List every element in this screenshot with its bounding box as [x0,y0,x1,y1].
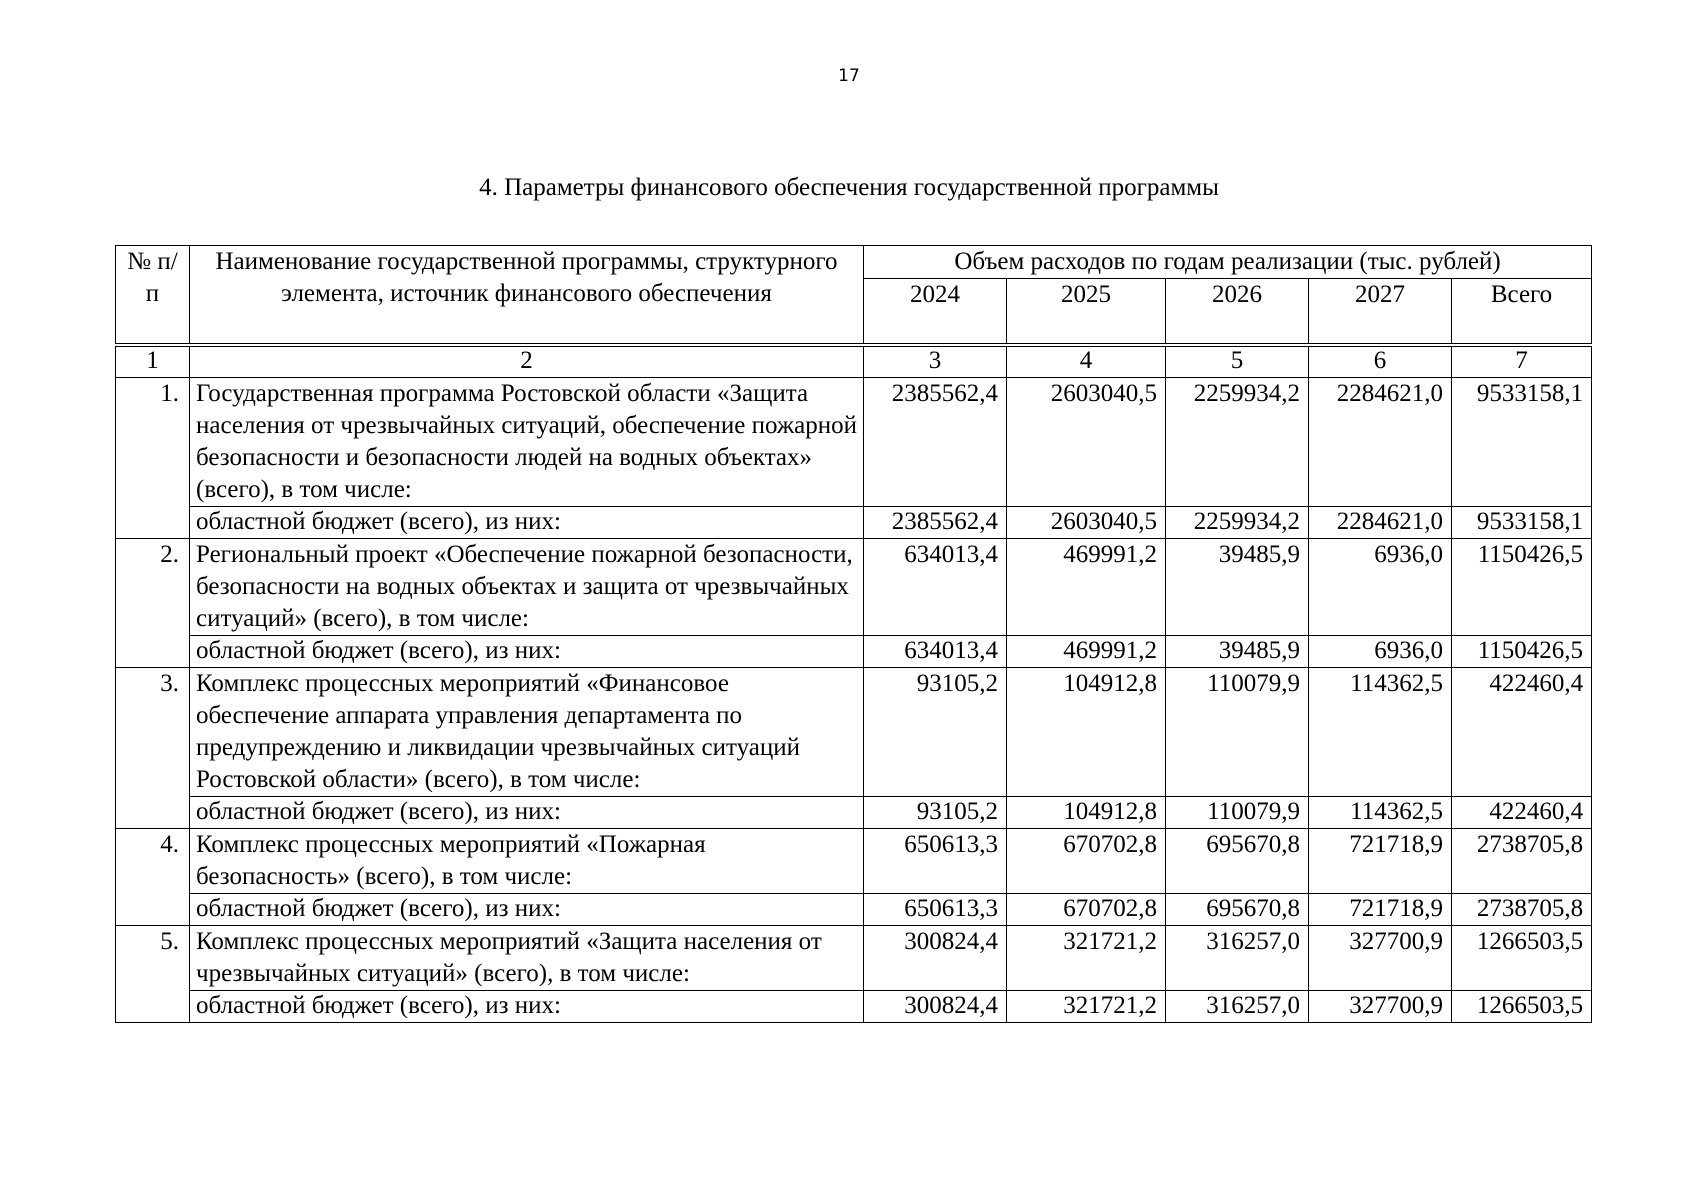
amount-cell: 2385562,4 [864,378,1007,507]
row-number: 1. [116,378,190,539]
amount-cell: 321721,2 [1007,926,1166,991]
amount-cell: 110079,9 [1166,797,1309,829]
amount-cell: 2259934,2 [1166,378,1309,507]
amount-cell: 721718,9 [1309,894,1452,926]
amount-cell: 670702,8 [1007,829,1166,894]
amount-cell: 650613,3 [864,829,1007,894]
amount-cell: 104912,8 [1007,668,1166,797]
table-row [116,539,1592,636]
amount-cell: 2284621,0 [1309,507,1452,539]
financing-table [115,245,1592,1023]
amount-cell: 39485,9 [1166,636,1309,668]
amount-cell: 327700,9 [1309,926,1452,991]
amount-cell: 93105,2 [864,797,1007,829]
amount-cell: 2385562,4 [864,507,1007,539]
amount-cell: 6936,0 [1309,539,1452,636]
table-subrow [116,894,1592,926]
amount-cell: 6936,0 [1309,636,1452,668]
header-year-2027: 2027 [1309,279,1452,346]
subrow-name: областной бюджет (всего), из них: [190,991,864,1023]
header-no: № п/п [116,246,190,346]
subrow-name: областной бюджет (всего), из них: [190,636,864,668]
amount-cell: 695670,8 [1166,829,1309,894]
amount-cell: 300824,4 [864,991,1007,1023]
amount-cell: 316257,0 [1166,991,1309,1023]
table-row [116,829,1592,894]
table-subrow [116,507,1592,539]
page-number: 17 [838,66,860,86]
amount-cell: 469991,2 [1007,636,1166,668]
amount-cell: 1150426,5 [1452,539,1592,636]
header-year-2025: 2025 [1007,279,1166,346]
amount-cell: 93105,2 [864,668,1007,797]
header-year-2026: 2026 [1166,279,1309,346]
amount-cell: 2738705,8 [1452,894,1592,926]
amount-cell: 670702,8 [1007,894,1166,926]
amount-cell: 114362,5 [1309,668,1452,797]
table-row [116,378,1592,507]
amount-cell: 422460,4 [1452,668,1592,797]
amount-cell: 9533158,1 [1452,507,1592,539]
row-name: Государственная программа Ростовской области «Защита населения от чрезвычайных ситуаций, обеспечение пожарной безопасности и безопасности людей на водных объектах» (всего), в том числе: [190,378,864,507]
column-number: 2 [190,345,864,378]
amount-cell: 2603040,5 [1007,378,1166,507]
amount-cell: 634013,4 [864,636,1007,668]
header-total: Всего [1452,279,1592,346]
subrow-name: областной бюджет (всего), из них: [190,797,864,829]
table-subrow [116,636,1592,668]
row-number: 2. [116,539,190,668]
amount-cell: 104912,8 [1007,797,1166,829]
column-number: 4 [1007,345,1166,378]
row-name: Комплекс процессных мероприятий «Пожарная безопасность» (всего), в том числе: [190,829,864,894]
amount-cell: 316257,0 [1166,926,1309,991]
subrow-name: областной бюджет (всего), из них: [190,894,864,926]
amount-cell: 1150426,5 [1452,636,1592,668]
amount-cell: 300824,4 [864,926,1007,991]
header-expense-group: Объем расходов по годам реализации (тыс. рублей) [864,246,1592,279]
table-subrow [116,797,1592,829]
amount-cell: 2738705,8 [1452,829,1592,894]
subrow-name: областной бюджет (всего), из них: [190,507,864,539]
amount-cell: 1266503,5 [1452,991,1592,1023]
header-name: Наименование государственной программы, структурного элемента, источник финансового обеспечения [190,246,864,346]
row-number: 5. [116,926,190,1023]
column-number: 3 [864,345,1007,378]
row-number: 3. [116,668,190,829]
amount-cell: 321721,2 [1007,991,1166,1023]
amount-cell: 1266503,5 [1452,926,1592,991]
amount-cell: 2284621,0 [1309,378,1452,507]
section-title: 4. Параметры финансового обеспечения государственной программы [479,174,1219,201]
table-row [116,926,1592,991]
amount-cell: 721718,9 [1309,829,1452,894]
row-name: Комплекс процессных мероприятий «Финансовое обеспечение аппарата управления департамента по предупреждению и ликвидации чрезвычайных ситуаций Ростовской области» (всего), в том числе: [190,668,864,797]
row-number: 4. [116,829,190,926]
column-number: 6 [1309,345,1452,378]
column-number: 1 [116,345,190,378]
amount-cell: 114362,5 [1309,797,1452,829]
amount-cell: 110079,9 [1166,668,1309,797]
amount-cell: 9533158,1 [1452,378,1592,507]
amount-cell: 650613,3 [864,894,1007,926]
amount-cell: 2259934,2 [1166,507,1309,539]
row-name: Комплекс процессных мероприятий «Защита населения от чрезвычайных ситуаций» (всего), в том числе: [190,926,864,991]
amount-cell: 327700,9 [1309,991,1452,1023]
amount-cell: 695670,8 [1166,894,1309,926]
amount-cell: 39485,9 [1166,539,1309,636]
row-name: Региональный проект «Обеспечение пожарной безопасности, безопасности на водных объектах и защита от чрезвычайных ситуаций» (всего), в том числе: [190,539,864,636]
table-row [116,668,1592,797]
amount-cell: 634013,4 [864,539,1007,636]
header-year-2024: 2024 [864,279,1007,346]
amount-cell: 469991,2 [1007,539,1166,636]
amount-cell: 422460,4 [1452,797,1592,829]
table-subrow [116,991,1592,1023]
column-number: 5 [1166,345,1309,378]
amount-cell: 2603040,5 [1007,507,1166,539]
column-number: 7 [1452,345,1592,378]
